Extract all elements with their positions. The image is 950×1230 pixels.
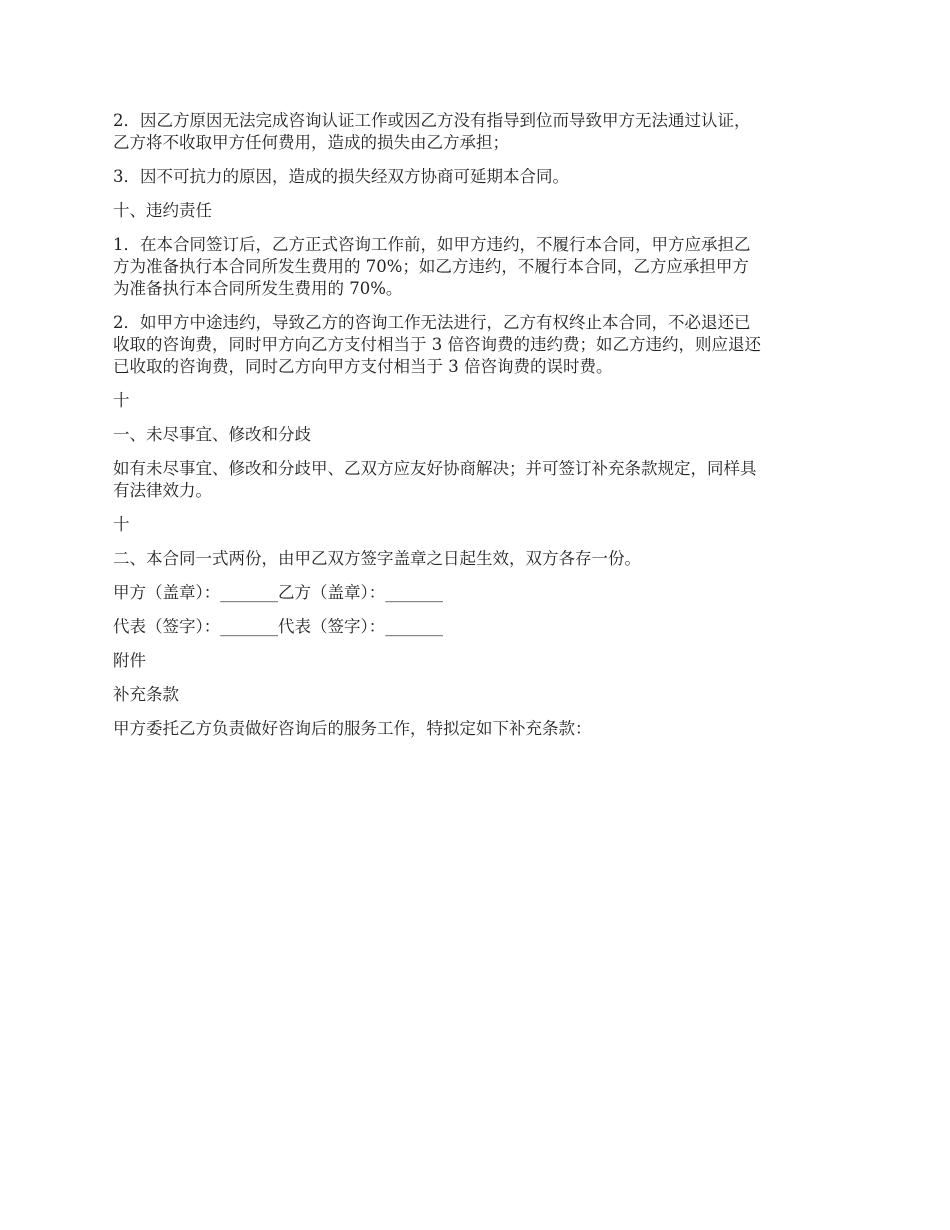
breach-clause-1: 1．在本合同签订后，乙方正式咨询工作前，如甲方违约，不履行本合同，甲方应承担乙 方为准备执行本合同所发生费用的 70%；如乙方违约，不履行本合同，乙方应承担甲方 为准备执行本合同所发生费用的 70%。 — [113, 235, 751, 298]
breach-clause-2: 2．如甲方中途违约，导致乙方的咨询工作无法进行，乙方有权终止本合同，不必退还已 收取的咨询费，同时甲方向乙方支付相当于 3 倍咨询费的违约费；如乙方违约，则应退还 已收取的咨询费，同时乙方向甲方支付相当于 3 倍咨询费的误时费。 — [113, 313, 761, 376]
section-heading-outstanding-matters: 一、未尽事宜、修改和分歧 — [113, 425, 311, 444]
supplementary-terms-intro: 甲方委托乙方负责做好咨询后的服务工作，特拟定如下补充条款： — [113, 719, 592, 738]
signature-line-representatives: 代表（签字）：_______代表（签字）：_______ — [113, 617, 443, 636]
section-number-fragment: 十 — [113, 391, 130, 410]
supplementary-terms-heading: 补充条款 — [113, 685, 179, 704]
section-number-fragment: 十 — [113, 515, 130, 534]
outstanding-matters-clause: 如有未尽事宜、修改和分歧甲、乙双方应友好协商解决；并可签订补充条款规定，同样具 有法律效力。 — [113, 459, 757, 500]
signature-line-seals: 甲方（盖章）：_______乙方（盖章）：_______ — [113, 583, 443, 602]
clause-2-no-certification: 2．因乙方原因无法完成咨询认证工作或因乙方没有指导到位而导致甲方无法通过认证， 乙方将不收取甲方任何费用，造成的损失由乙方承担； — [113, 111, 751, 152]
attachment-heading: 附件 — [113, 651, 146, 670]
document-body — [113, 110, 843, 752]
clause-3-force-majeure: 3．因不可抗力的原因，造成的损失经双方协商可延期本合同。 — [113, 167, 569, 186]
section-heading-copies-validity: 二、本合同一式两份，由甲乙双方签字盖章之日起生效，双方各存一份。 — [113, 549, 641, 568]
section-heading-breach-liability: 十、违约责任 — [113, 201, 212, 220]
